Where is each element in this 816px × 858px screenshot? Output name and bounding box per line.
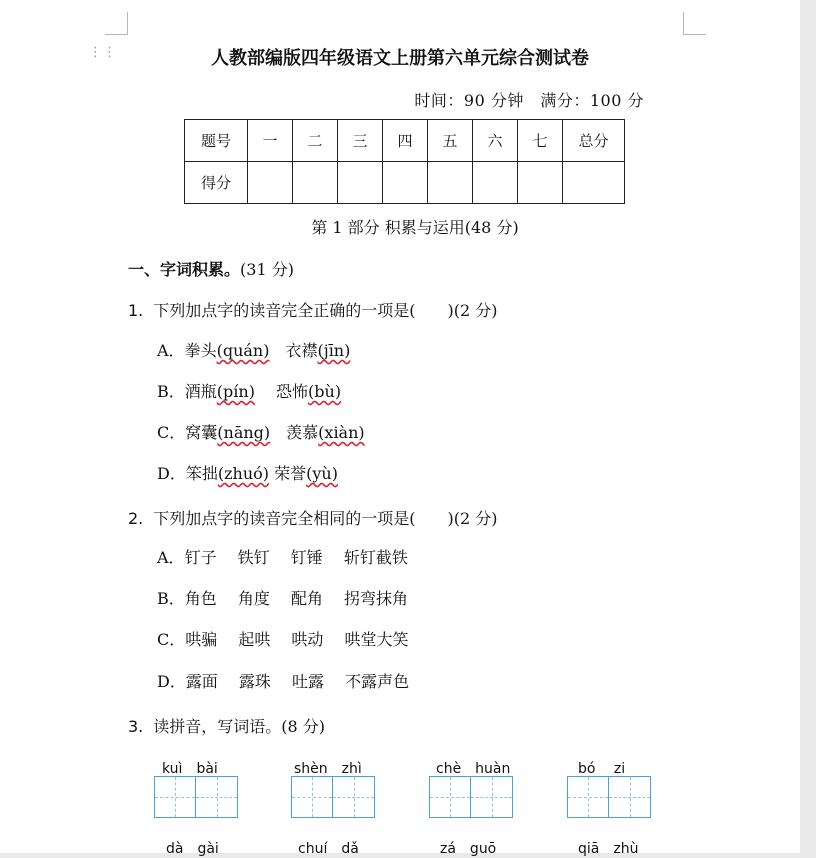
pinyin-label: bó zi bbox=[578, 761, 626, 777]
option-pinyin: (bù) bbox=[308, 382, 342, 401]
q1-option-a bbox=[157, 338, 350, 361]
option-pinyin: (zhuó) bbox=[217, 464, 270, 483]
option-letter: C． bbox=[157, 423, 186, 442]
score-header-cell: 三 bbox=[338, 120, 383, 162]
question-text: 下列加点字的读音完全正确的一项是( )(2 分) bbox=[153, 301, 498, 320]
score-table-score-row bbox=[185, 162, 625, 204]
writing-grid[interactable] bbox=[291, 776, 375, 818]
score-cell[interactable] bbox=[563, 162, 625, 204]
drag-handle-icon[interactable]: ⋮⋮ bbox=[89, 45, 117, 60]
document-title: 人教部编版四年级语文上册第六单元综合测试卷 bbox=[211, 48, 589, 69]
q2-option-c bbox=[157, 627, 409, 650]
option-letter: A． bbox=[157, 341, 185, 360]
score-header-cell: 题号 bbox=[185, 120, 248, 162]
question-3 bbox=[128, 714, 325, 737]
section-heading bbox=[128, 257, 294, 280]
grid-cell[interactable] bbox=[196, 776, 238, 818]
option-letter: B． bbox=[157, 382, 185, 401]
writing-grid[interactable] bbox=[567, 776, 651, 818]
grid-cell[interactable] bbox=[429, 776, 471, 818]
q1-option-b bbox=[157, 379, 341, 402]
option-word: 衣襟 bbox=[285, 341, 318, 360]
grid-cell[interactable] bbox=[333, 776, 375, 818]
window-gutter bbox=[800, 0, 816, 853]
option-pinyin: (nāng) bbox=[217, 423, 271, 442]
option-pinyin: (jīn) bbox=[317, 341, 351, 360]
option-pinyin: (pín) bbox=[216, 382, 255, 401]
pinyin-label: chuí dǎ bbox=[298, 841, 359, 857]
question-number: 2. bbox=[128, 509, 144, 528]
option-word: 荣誉 bbox=[274, 464, 307, 483]
pinyin-label: shèn zhì bbox=[294, 761, 362, 777]
score-table bbox=[184, 119, 625, 204]
score-header-cell: 六 bbox=[473, 120, 518, 162]
score-header-cell: 四 bbox=[383, 120, 428, 162]
score-cell[interactable] bbox=[248, 162, 293, 204]
question-text: 读拼音，写词语。(8 分) bbox=[153, 717, 326, 736]
score-cell[interactable] bbox=[338, 162, 383, 204]
option-pinyin: (xiàn) bbox=[318, 423, 365, 442]
score-row-label: 得分 bbox=[185, 162, 248, 204]
part-title: 第 1 部分 积累与运用(48 分) bbox=[311, 218, 519, 237]
option-letter: B． bbox=[157, 589, 185, 608]
option-text: 露面 露珠 吐露 不露声色 bbox=[185, 672, 410, 691]
score-header-cell: 一 bbox=[248, 120, 293, 162]
score-table-header-row bbox=[185, 120, 625, 162]
option-text: 钉子 铁钉 钉锤 斩钉截铁 bbox=[184, 548, 408, 567]
score-header-cell: 二 bbox=[293, 120, 338, 162]
option-text: 哄骗 起哄 哄动 哄堂大笑 bbox=[185, 630, 409, 649]
margin-corner-top-right bbox=[683, 12, 706, 35]
option-word: 笨拙 bbox=[185, 464, 218, 483]
pinyin-label: dà gài bbox=[166, 841, 219, 857]
score-header-cell: 五 bbox=[428, 120, 473, 162]
q1-option-c bbox=[157, 420, 365, 443]
q2-option-b bbox=[157, 586, 408, 609]
question-text: 下列加点字的读音完全相同的一项是( )(2 分) bbox=[153, 509, 498, 528]
time-info: 时间：90 分钟 满分：100 分 bbox=[414, 91, 644, 110]
grid-cell[interactable] bbox=[567, 776, 609, 818]
question-2 bbox=[128, 506, 498, 529]
score-cell[interactable] bbox=[518, 162, 563, 204]
score-cell[interactable] bbox=[383, 162, 428, 204]
option-word: 窝囊 bbox=[185, 423, 218, 442]
option-word: 酒瓶 bbox=[184, 382, 217, 401]
option-letter: C． bbox=[157, 630, 186, 649]
q2-option-a bbox=[157, 545, 408, 568]
option-pinyin: (yù) bbox=[306, 464, 338, 483]
score-cell[interactable] bbox=[428, 162, 473, 204]
option-letter: D． bbox=[157, 464, 186, 483]
writing-grid[interactable] bbox=[429, 776, 513, 818]
question-1 bbox=[128, 298, 498, 321]
section-points: (31 分) bbox=[240, 260, 294, 279]
q1-option-d bbox=[157, 461, 338, 484]
score-cell[interactable] bbox=[293, 162, 338, 204]
option-letter: A． bbox=[157, 548, 185, 567]
pinyin-label: zá guō bbox=[440, 841, 497, 857]
question-number: 1. bbox=[128, 301, 144, 320]
option-pinyin: (quán) bbox=[216, 341, 270, 360]
margin-corner-top-left bbox=[105, 12, 128, 35]
pinyin-label: chè huàn bbox=[436, 761, 511, 777]
section-label: 一、字词积累。 bbox=[128, 260, 241, 279]
pinyin-label: qiā zhù bbox=[578, 841, 639, 857]
grid-cell[interactable] bbox=[471, 776, 513, 818]
option-word: 羡慕 bbox=[286, 423, 319, 442]
score-header-cell: 七 bbox=[518, 120, 563, 162]
grid-cell[interactable] bbox=[291, 776, 333, 818]
option-text: 角色 角度 配角 拐弯抹角 bbox=[184, 589, 409, 608]
question-number: 3. bbox=[128, 717, 144, 736]
pinyin-label: kuì bài bbox=[162, 761, 218, 777]
score-header-cell: 总分 bbox=[563, 120, 625, 162]
writing-grid[interactable] bbox=[154, 776, 238, 818]
score-cell[interactable] bbox=[473, 162, 518, 204]
grid-cell[interactable] bbox=[609, 776, 651, 818]
option-word: 拳头 bbox=[184, 341, 217, 360]
grid-cell[interactable] bbox=[154, 776, 196, 818]
option-letter: D． bbox=[157, 672, 186, 691]
q2-option-d bbox=[157, 669, 409, 692]
option-word: 恐怖 bbox=[276, 382, 309, 401]
